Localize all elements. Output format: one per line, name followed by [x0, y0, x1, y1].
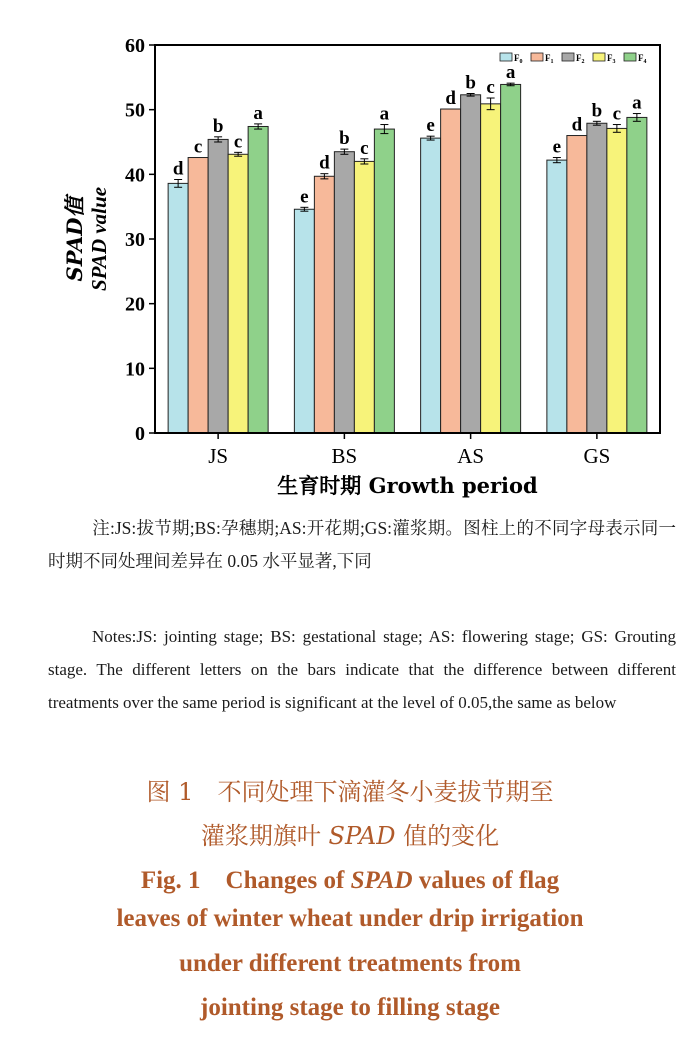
bar [354, 161, 374, 433]
bar [461, 95, 481, 433]
significance-letter: e [426, 115, 435, 137]
bar [481, 104, 501, 433]
bar [188, 158, 208, 433]
significance-letter: a [505, 62, 516, 84]
note-chinese-text: 注:JS:拔节期;BS:孕穗期;AS:开花期;GS:灌浆期。图柱上的不同字母表示同一时期不同处理间差异在 0.05 水平显著,下同 [48, 518, 676, 571]
caption-cn-line-1: 图 1 不同处理下滴灌冬小麦拔节期至 [146, 778, 554, 806]
significance-letter: b [465, 72, 476, 94]
caption-en-line-1 [0, 860, 700, 896]
bar [587, 123, 607, 433]
y-axis-label-en: SPAD value [87, 186, 111, 292]
significance-letter: b [212, 115, 224, 137]
caption-en-line-1-post: values of flag [412, 867, 560, 894]
bar [208, 139, 228, 433]
caption-cn-line-2-post: 值的变化 [395, 822, 500, 850]
x-tick-label: JS [208, 444, 229, 468]
legend-label: $F_2$ [576, 53, 585, 65]
legend-swatch [531, 53, 543, 61]
significance-letter: a [379, 103, 390, 125]
note-english [48, 620, 676, 719]
note-chinese [48, 512, 676, 578]
significance-letter: c [486, 77, 495, 99]
y-axis-label-cn: SPAD值 [62, 196, 87, 282]
y-tick-label: 40 [125, 164, 145, 187]
bar [441, 109, 461, 433]
note-english-text: Notes:JS: jointing stage; BS: gestational stage; AS: flowering stage; GS: Grouting stage. The different letters on the bars indicate that the difference between different treatments over the same period is significant at the level of 0.05,the same as below [48, 627, 676, 712]
significance-letter: a [632, 92, 642, 114]
y-tick-label: 60 [125, 35, 145, 57]
caption-en-line-1-pre: Fig. 1 Changes of [140, 867, 351, 894]
bar [334, 152, 354, 433]
significance-letter: c [612, 103, 622, 125]
legend-swatch [624, 53, 636, 61]
significance-letter: d [319, 152, 330, 174]
chart-svg [60, 30, 670, 500]
legend-swatch [593, 53, 605, 61]
x-tick-label: AS [457, 444, 485, 468]
y-tick-label: 0 [135, 423, 145, 445]
bar [374, 129, 394, 433]
significance-letter: c [233, 131, 243, 153]
y-tick-label: 50 [125, 99, 145, 122]
significance-letter: d [172, 158, 184, 180]
caption-en-line-3: under different treatments from [179, 950, 521, 977]
significance-letter: e [300, 186, 309, 208]
caption-en-line-2: leaves of winter wheat under drip irrigation [116, 905, 584, 932]
legend-label: $F_4$ [638, 53, 647, 65]
bar [547, 160, 567, 433]
x-tick-label: BS [331, 444, 358, 468]
significance-letter: b [339, 128, 350, 150]
bar [294, 209, 314, 433]
bar [567, 136, 587, 433]
legend-swatch [562, 53, 574, 61]
caption-cn-spad: SPAD [328, 822, 396, 850]
legend-label: $F_1$ [545, 53, 554, 65]
spad-bar-chart [60, 30, 670, 500]
x-axis-label: 生育时期 Growth period [277, 473, 538, 498]
y-tick-label: 20 [125, 293, 145, 316]
significance-letter: a [253, 102, 263, 124]
caption-en-line-4: jointing stage to filling stage [200, 994, 500, 1021]
bar [314, 176, 334, 433]
bar [607, 128, 627, 433]
bar [168, 183, 188, 433]
significance-letter: d [445, 88, 456, 110]
bar [501, 84, 521, 433]
bar [228, 154, 248, 433]
significance-letter: c [193, 136, 203, 158]
bar [627, 117, 647, 433]
significance-letter: d [571, 114, 583, 136]
caption-cn-line-2-pre: 灌浆期旗叶 [200, 822, 329, 850]
caption-en-spad: SPAD [350, 867, 413, 894]
legend-label: $F_3$ [607, 53, 616, 65]
legend-label: $F_0$ [514, 53, 523, 65]
y-tick-label: 30 [125, 229, 145, 251]
bar [421, 138, 441, 433]
x-tick-label: GS [583, 444, 611, 468]
legend-swatch [500, 53, 512, 61]
y-tick-label: 10 [125, 358, 145, 381]
significance-letter: e [552, 136, 562, 158]
bar [248, 126, 268, 433]
significance-letter: b [591, 100, 603, 122]
significance-letter: c [360, 137, 369, 159]
caption-cn-line-2 [0, 816, 700, 851]
